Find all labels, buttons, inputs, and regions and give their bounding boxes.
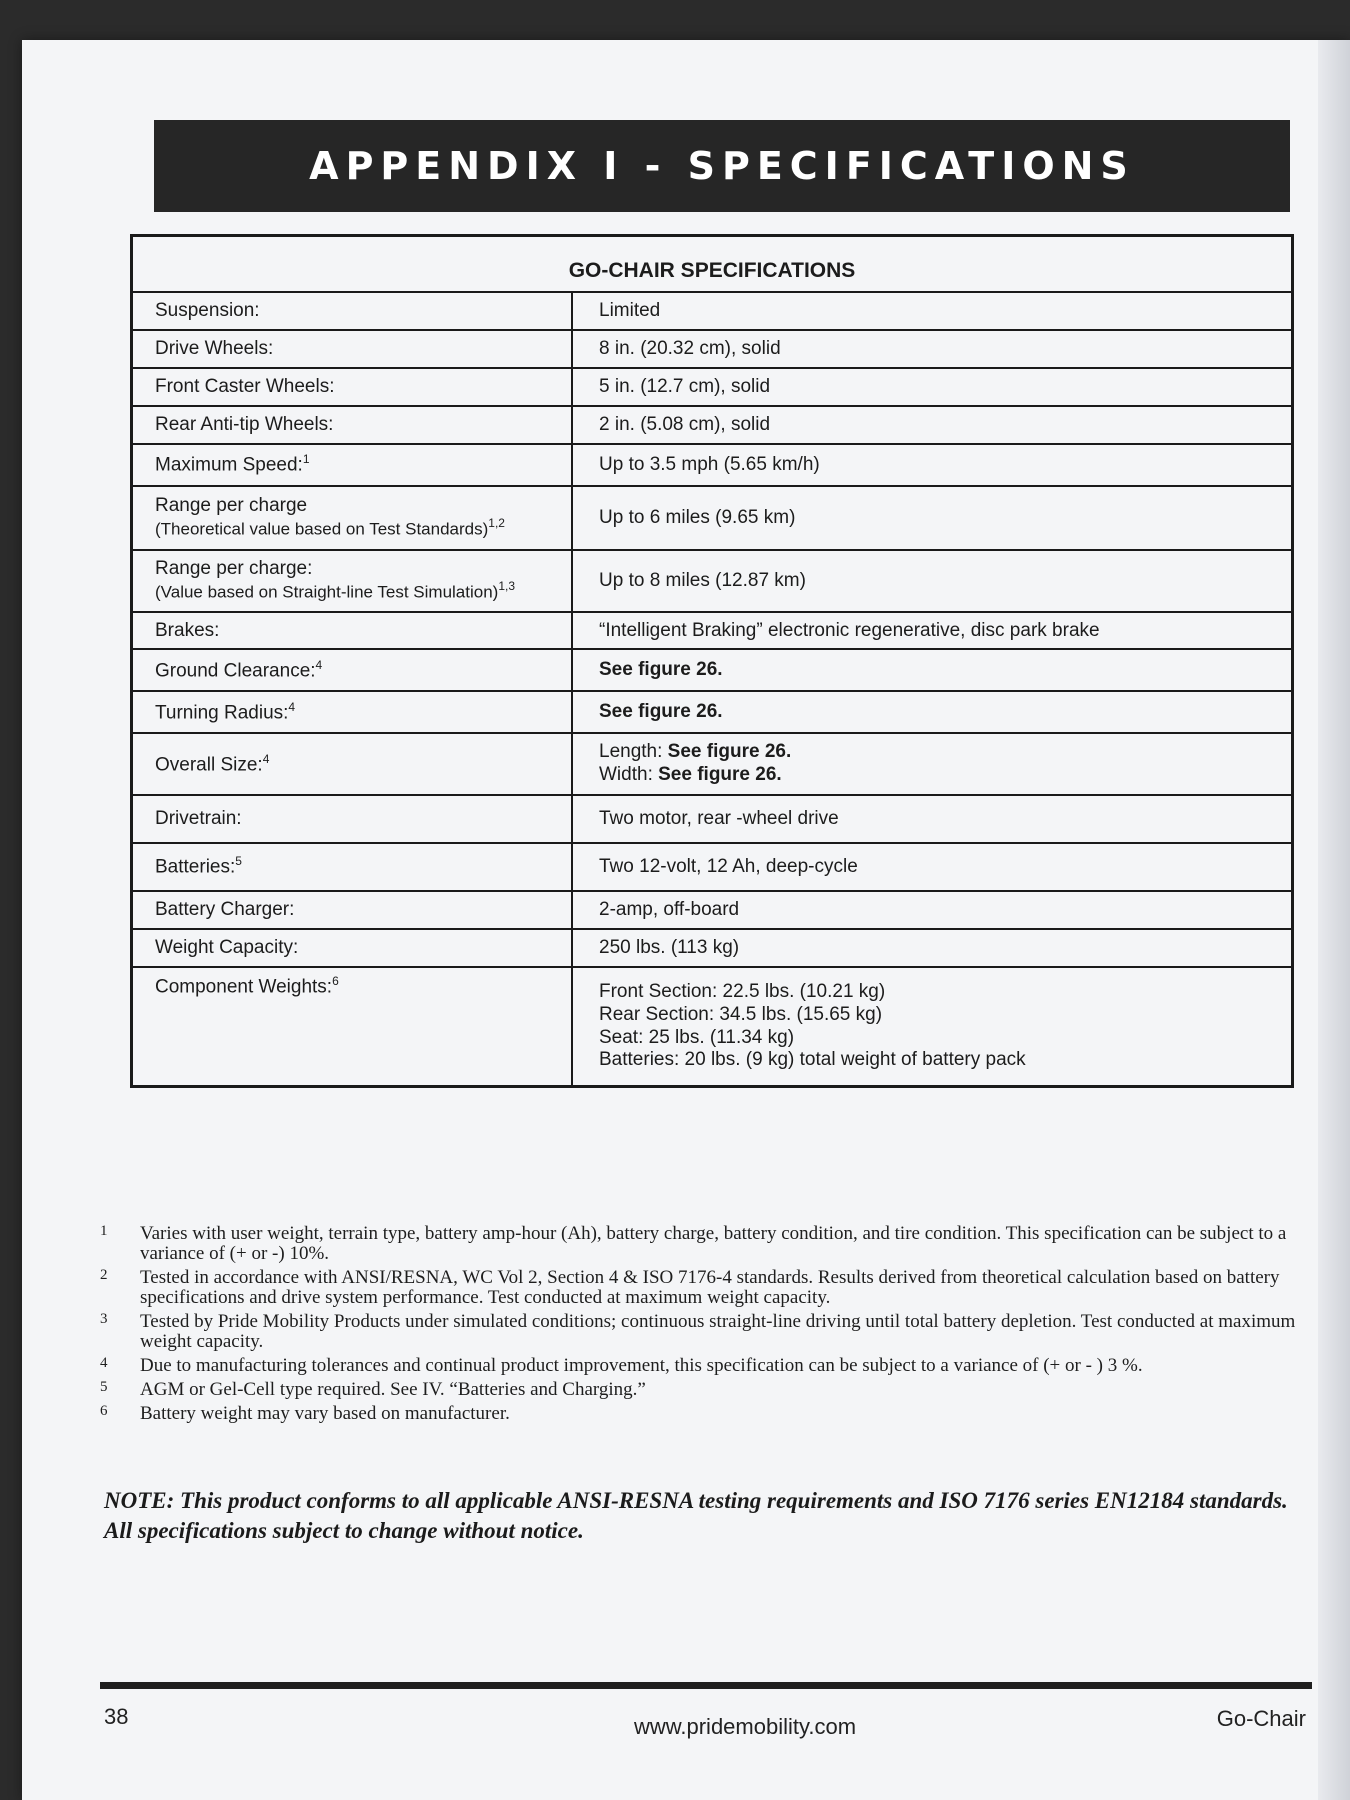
spec-label: Batteries: (155, 856, 236, 878)
spec-label: Battery Charger: (155, 898, 295, 920)
spec-value-line (599, 741, 1275, 764)
spec-row (132, 292, 1293, 330)
spec-value: “Intelligent Braking” electronic regenerative, disc park brake (599, 619, 1100, 641)
footnote-number: 4 (100, 1354, 108, 1371)
spec-row (132, 550, 1293, 612)
spec-label: Brakes: (155, 619, 220, 641)
spec-label-cell (132, 843, 573, 891)
spec-label: Drive Wheels: (155, 337, 274, 359)
footnote (100, 1268, 1310, 1308)
footnotes (100, 1224, 1310, 1427)
footer-rule (100, 1682, 1312, 1689)
page-title: APPENDIX I - SPECIFICATIONS (154, 120, 1290, 212)
conformance-note: NOTE: This product conforms to all applicable ANSI-RESNA testing requirements and ISO 7176 series EN12184 standards. All specifications subject to change without notice. (104, 1488, 1288, 1543)
product-name: Go-Chair (1216, 1706, 1306, 1731)
spec-label: Drivetrain: (155, 808, 242, 830)
spec-value: 250 lbs. (113 kg) (599, 936, 740, 958)
spec-label: Component Weights: (155, 976, 333, 998)
spec-value: 2 in. (5.08 cm), solid (599, 413, 771, 435)
page-number: 38 (104, 1704, 129, 1729)
spec-label-cell (132, 891, 573, 929)
spec-label-cell (132, 929, 573, 967)
footnote-text: Varies with user weight, terrain type, battery amp-hour (Ah), battery charge, battery condition, and tire condition. This specification can be subject to a variance of (+ or -) 10%. (140, 1223, 1287, 1264)
spec-label-cell (132, 967, 573, 1087)
footnote (100, 1312, 1310, 1352)
spec-value: Limited (599, 300, 661, 321)
spec-label: Front Caster Wheels: (155, 375, 335, 397)
spec-label-cell (132, 486, 573, 550)
footnote-text: Tested by Pride Mobility Products under simulated conditions; continuous straight-line driving until total battery depletion. Test conducted at maximum weight capacity. (140, 1310, 1296, 1352)
spec-label-cell (132, 330, 573, 368)
spec-value-cell (572, 691, 1293, 733)
footnote-text: AGM or Gel-Cell type required. See IV. “Batteries and Charging.” (140, 1378, 646, 1400)
spec-value-cell (572, 891, 1293, 929)
spec-value-cell (572, 649, 1293, 691)
spec-sublabel: (Theoretical value based on Test Standards) (155, 519, 489, 539)
spec-row (132, 406, 1293, 444)
footnote-ref: 4 (315, 657, 323, 672)
spec-value-cell (572, 486, 1293, 550)
spec-label-cell (132, 444, 573, 486)
spec-value-cell (572, 795, 1293, 843)
spec-row (132, 368, 1293, 406)
spec-label-cell (132, 292, 573, 330)
spec-value-prefix: Length: (599, 741, 668, 763)
footnote-number: 5 (100, 1378, 108, 1395)
spec-value-cell (572, 929, 1293, 967)
spec-value: Two 12-volt, 12 Ah, deep-cycle (599, 856, 858, 878)
spec-value-ref: See figure 26. (658, 764, 782, 786)
footnote-text: Tested in accordance with ANSI/RESNA, WC Vol 2, Section 4 & ISO 7176-4 standards. Results derived from theoretical calculation based on battery specifications and drive system performance. Test conducted at maximum weight capacity. (140, 1266, 1280, 1308)
footnote-ref: 6 (332, 973, 339, 988)
spec-label-cell (132, 733, 573, 795)
footnote-number: 2 (100, 1266, 108, 1283)
spec-row (132, 843, 1293, 891)
spec-row (132, 967, 1293, 1087)
spec-label: Ground Clearance: (155, 660, 316, 682)
spec-value-cell (572, 612, 1293, 650)
footnote-ref: 4 (288, 699, 296, 714)
spec-value: See figure 26. (599, 659, 723, 681)
footnote (100, 1224, 1310, 1264)
spec-value-cell (572, 292, 1293, 330)
spec-label: Range per charge: (155, 558, 313, 580)
footnote-ref: 1 (302, 451, 310, 466)
spec-value: 8 in. (20.32 cm), solid (599, 337, 781, 359)
spec-value: 5 in. (12.7 cm), solid (599, 375, 771, 397)
spec-row (132, 330, 1293, 368)
spec-row (132, 929, 1293, 967)
spec-value-line: Batteries: 20 lbs. (9 kg) total weight of battery pack (599, 1049, 1026, 1071)
footnote-number: 1 (100, 1223, 108, 1239)
spec-row (132, 444, 1293, 486)
spec-row (132, 795, 1293, 843)
footnote-text: Due to manufacturing tolerances and continual product improvement, this specification can be subject to a variance of (+ or - ) 3 %. (140, 1354, 1143, 1376)
spec-row (132, 649, 1293, 691)
footnote-text: Battery weight may vary based on manufacturer. (140, 1402, 510, 1424)
spec-value-cell (572, 330, 1293, 368)
spec-value: Up to 6 miles (9.65 km) (599, 506, 796, 528)
footnote-ref: 1,3 (498, 578, 516, 593)
spec-label: Turning Radius: (155, 702, 289, 724)
spec-label-cell (132, 691, 573, 733)
spec-value-cell (572, 733, 1293, 795)
spec-label: Suspension: (155, 300, 260, 321)
footnote (100, 1404, 1310, 1424)
spec-label-cell (132, 612, 573, 650)
spec-value-cell (572, 843, 1293, 891)
spec-label-cell (132, 406, 573, 444)
spec-value-line: Front Section: 22.5 lbs. (10.21 kg) (599, 980, 886, 1002)
spec-value-line: Seat: 25 lbs. (11.34 kg) (599, 1026, 795, 1048)
spec-value: Up to 3.5 mph (5.65 km/h) (599, 453, 820, 475)
spec-value: See figure 26. (599, 701, 723, 723)
spec-value-cell (572, 550, 1293, 612)
spec-value: Up to 8 miles (12.87 km) (599, 569, 806, 591)
spec-value-cell (572, 406, 1293, 444)
spec-value-prefix: Width: (599, 764, 659, 786)
spec-label-cell (132, 649, 573, 691)
spec-value-cell (572, 444, 1293, 486)
spec-table (130, 234, 1294, 1088)
footnote-ref: 4 (262, 751, 270, 766)
website-url: www.pridemobility.com (633, 1714, 857, 1739)
footnote (100, 1356, 1310, 1376)
table-title: GO-CHAIR SPECIFICATIONS (132, 236, 1293, 293)
footnote-ref: 5 (235, 854, 242, 869)
spec-label-cell (132, 368, 573, 406)
spec-row (132, 612, 1293, 650)
spec-row (132, 733, 1293, 795)
spec-value-line: Rear Section: 34.5 lbs. (15.65 kg) (599, 1003, 883, 1025)
spec-row (132, 891, 1293, 929)
spec-sublabel: (Value based on Straight-line Test Simulation) (155, 582, 499, 602)
spec-value-ref: See figure 26. (667, 741, 792, 763)
spec-value: 2-amp, off-board (599, 898, 740, 920)
spec-value: Two motor, rear -wheel drive (599, 808, 839, 830)
spec-label: Overall Size: (155, 753, 263, 775)
spec-label: Maximum Speed: (155, 454, 303, 476)
spec-value-cell (572, 967, 1293, 1087)
footnote (100, 1380, 1310, 1400)
spec-row (132, 486, 1293, 550)
spec-label: Rear Anti-tip Wheels: (155, 413, 334, 435)
spec-label-cell (132, 795, 573, 843)
page-edge (1318, 40, 1350, 1800)
spec-value-line (599, 764, 1275, 787)
footnote-number: 3 (100, 1310, 108, 1327)
spec-label-cell (132, 550, 573, 612)
footnote-ref: 1,2 (488, 515, 505, 530)
spec-value-cell (572, 368, 1293, 406)
spec-table-body (132, 292, 1293, 1087)
spec-label: Weight Capacity: (155, 936, 299, 958)
footnote-number: 6 (100, 1402, 108, 1419)
spec-row (132, 691, 1293, 733)
spec-label: Range per charge (155, 495, 308, 517)
